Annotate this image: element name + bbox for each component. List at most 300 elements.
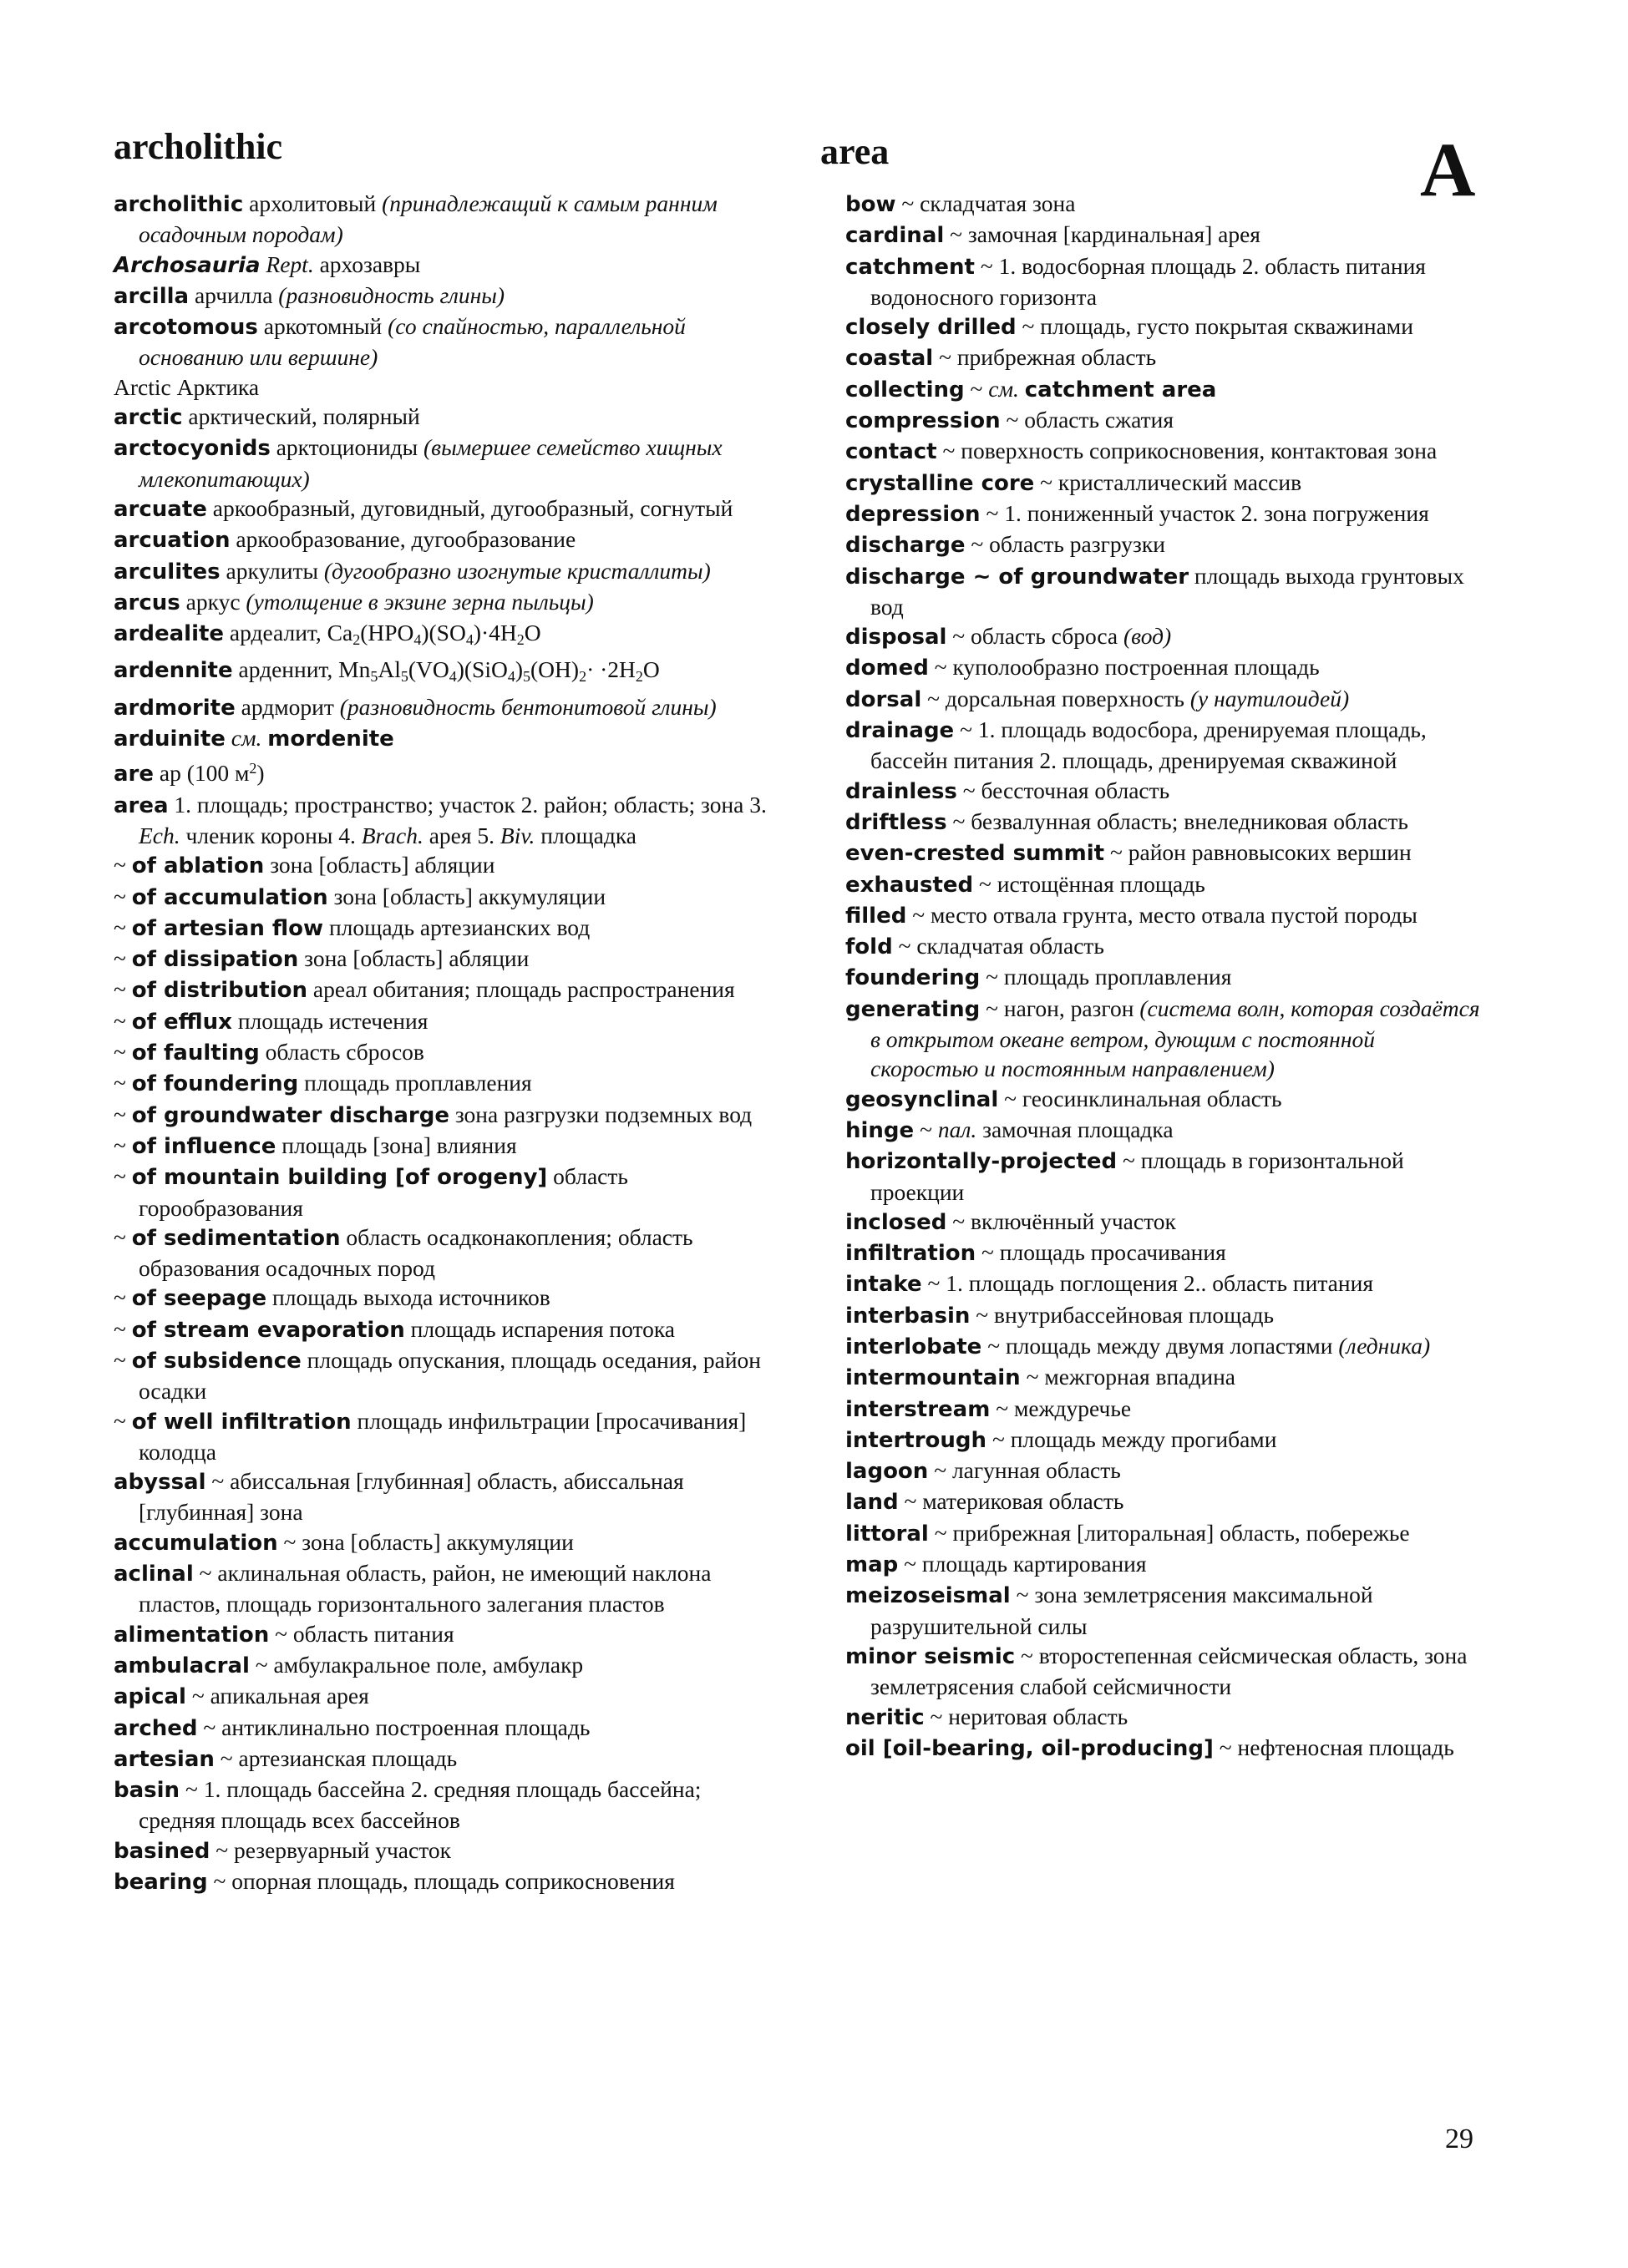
dictionary-entry <box>845 405 1480 436</box>
definition-text: архолитовый <box>243 190 383 216</box>
headword: arched <box>114 1715 198 1741</box>
headword: inclosed <box>845 1209 947 1235</box>
italic-note: см. <box>988 375 1019 402</box>
headword: arcotomous <box>114 315 258 341</box>
headword: hinge <box>845 1117 915 1143</box>
headword: archolithic <box>114 192 244 217</box>
definition-text: ~ <box>114 1284 132 1311</box>
definition-text: O <box>642 656 660 683</box>
headword: of mountain building [of orogeny] <box>131 1165 548 1191</box>
dictionary-entry <box>114 1744 770 1774</box>
dictionary-entry <box>114 494 770 524</box>
headword: ardealite <box>114 621 225 647</box>
subentry <box>114 882 770 913</box>
headword: apical <box>114 1684 186 1710</box>
definition-text: ~ <box>914 1116 938 1142</box>
dictionary-entry <box>845 1580 1480 1641</box>
dictionary-entry <box>845 1641 1480 1702</box>
definition-text: ~ <box>114 1407 132 1434</box>
definition-text: ~ бессточная область <box>956 777 1170 803</box>
headword: basined <box>114 1838 210 1864</box>
definition-text: O <box>524 620 541 646</box>
italic-note: (система волн, которая создаётся в открытом океане ветром, дующим с постоянной скоростью и постоянным направлением) <box>870 995 1480 1082</box>
subentry <box>114 1037 770 1068</box>
definition-text: площадь выхода грунтовых вод <box>870 562 1464 620</box>
definition-text: площадь проплавления <box>298 1070 532 1096</box>
headword: foundering <box>845 965 981 991</box>
definition-text: ~ 1. водосборная площадь 2. область питания водоносного горизонта <box>870 252 1426 310</box>
definition-text: ~ <box>114 1070 132 1096</box>
definition-text: ~ складчатая зона <box>895 190 1076 216</box>
dictionary-entry <box>845 311 1480 342</box>
definition-text: ардморит <box>235 693 340 720</box>
definition-text <box>1019 376 1025 402</box>
italic-note: Brach. <box>361 822 423 848</box>
dictionary-entry <box>845 1084 1480 1115</box>
definition-text: площадь истечения <box>231 1007 429 1034</box>
headword: littoral <box>845 1521 929 1547</box>
definition-text: )(SO <box>421 620 466 646</box>
headword: of groundwater discharge <box>131 1102 449 1128</box>
definition-text: ~ неритовая область <box>924 1703 1128 1729</box>
headword: of ablation <box>131 853 265 879</box>
definition-text: ~ кристаллический массив <box>1034 468 1302 495</box>
headword: of subsidence <box>131 1348 302 1374</box>
headword: dorsal <box>845 686 922 712</box>
headword: driftless <box>845 809 947 835</box>
dictionary-entry <box>114 250 770 281</box>
dictionary-entry <box>114 1713 770 1744</box>
headword: filled <box>845 903 907 929</box>
definition-text: ~ <box>114 1315 132 1342</box>
dictionary-entry <box>845 374 1480 405</box>
italic-note: (дугообразно изогнутые кристаллиты) <box>323 557 711 584</box>
dictionary-entry <box>845 561 1480 622</box>
subentry <box>114 975 770 1005</box>
dictionary-entry <box>845 807 1480 838</box>
headword: minor seismic <box>845 1643 1016 1669</box>
definition-text: аркус <box>180 588 246 615</box>
definition-text: ~ 1. площадь поглощения 2.. область питания <box>921 1270 1373 1297</box>
headword: ardennite <box>114 658 233 684</box>
headword: discharge ~ of groundwater <box>845 564 1189 590</box>
dictionary-entry <box>114 433 770 494</box>
definition-text: ~ <box>114 883 132 909</box>
italic-note: Ech. <box>139 822 180 848</box>
definition-text: ~ <box>114 1101 132 1127</box>
headword: generating <box>845 996 981 1022</box>
dictionary-entry <box>845 251 1480 312</box>
subscript: 2 <box>635 668 643 686</box>
italic-note: см. <box>231 725 262 752</box>
headword: accumulation <box>114 1530 278 1556</box>
headword: artesian <box>114 1746 215 1772</box>
headword: area <box>114 792 169 818</box>
headword: ambulacral <box>114 1653 250 1678</box>
dictionary-entry <box>114 311 770 372</box>
definition-text: область сбросов <box>259 1039 424 1066</box>
definition-text: ~ апикальная арея <box>185 1683 369 1709</box>
headword: mordenite <box>267 726 394 752</box>
headword: domed <box>845 656 929 681</box>
subentry <box>114 913 770 944</box>
headword: of accumulation <box>131 884 328 910</box>
definition-text: ~ нефтеносная площадь <box>1213 1734 1454 1760</box>
dictionary-entry <box>114 1650 770 1681</box>
definition-text: Arctic Арктика <box>114 373 260 400</box>
italic-note: (принадлежащий к самым ранним осадочным породам) <box>139 190 718 248</box>
dictionary-entry <box>845 1486 1480 1517</box>
definition-text: ~ антиклинально построенная площадь <box>197 1714 591 1740</box>
definition-text: площадь опускания, площадь оседания, район осадки <box>139 1346 762 1405</box>
definition-text: ~ артезианская площадь <box>214 1744 458 1771</box>
dictionary-entry <box>845 652 1480 683</box>
italic-note: Biv. <box>500 822 535 848</box>
left-column <box>114 189 770 1897</box>
headword: coastal <box>845 346 934 372</box>
definition-text: ~ область сброса <box>946 623 1124 650</box>
headword: of sedimentation <box>131 1225 341 1251</box>
dictionary-entry <box>845 1362 1480 1393</box>
headword: catchment <box>845 254 975 280</box>
dictionary-entry <box>845 994 1480 1084</box>
headword: lagoon <box>845 1459 929 1485</box>
definition-text: площадь испарения потока <box>404 1315 676 1342</box>
italic-note: (разновидность бентонитовой глины) <box>339 693 717 720</box>
dictionary-entry <box>114 281 770 311</box>
italic-note: (утолщение в экзине зерна пыльцы) <box>246 588 594 615</box>
definition-text: (VO <box>408 656 449 683</box>
definition-text: ~ прибрежная [литоральная] область, побережье <box>928 1519 1410 1546</box>
definition-text: область горообразования <box>139 1163 628 1221</box>
headword: of distribution <box>131 978 307 1004</box>
italic-note: (ледника) <box>1338 1332 1431 1359</box>
headword: are <box>114 762 155 787</box>
dictionary-entry <box>845 1394 1480 1425</box>
headword: of efflux <box>131 1009 232 1035</box>
dictionary-entry <box>845 1425 1480 1455</box>
headword: map <box>845 1552 899 1578</box>
italic-note: (вод) <box>1123 623 1172 650</box>
subscript: 4 <box>465 631 474 649</box>
dictionary-entry <box>114 524 770 555</box>
headword: bearing <box>114 1870 208 1896</box>
definition-text: ардеалит, Ca <box>224 620 353 646</box>
headword: cardinal <box>845 223 945 249</box>
headword: aclinal <box>114 1562 194 1587</box>
italic-note: (разновидность глины) <box>278 281 505 308</box>
dictionary-entry <box>845 499 1480 529</box>
dictionary-entry <box>845 220 1480 251</box>
definition-text: ) <box>515 656 524 683</box>
definition-text: зона [область] аккумуляции <box>327 883 606 909</box>
headword: interstream <box>845 1396 991 1422</box>
dictionary-entry <box>845 1455 1480 1486</box>
definition-text: арктоциониды <box>270 434 424 461</box>
definition-text: ~ площадь проплавления <box>980 964 1232 990</box>
headword: abyssal <box>114 1470 206 1496</box>
dictionary-entry <box>845 962 1480 993</box>
definition-text: ~ <box>964 375 989 402</box>
dictionary-entry <box>845 1207 1480 1238</box>
headword: arduinite <box>114 726 226 752</box>
italic-note: (у наутилоидей) <box>1189 685 1350 711</box>
headword: intake <box>845 1272 922 1298</box>
dictionary-entry <box>114 1681 770 1712</box>
subentry <box>114 1131 770 1162</box>
subentry <box>114 1283 770 1314</box>
definition-text: арденнит, Mn <box>232 656 371 683</box>
subentry <box>114 1006 770 1037</box>
dictionary-entry <box>845 1300 1480 1331</box>
definition-text: ~ <box>114 1131 132 1158</box>
dictionary-entry <box>845 529 1480 560</box>
definition-text: ~ межгорная впадина <box>1020 1364 1236 1390</box>
definition-text: ~ замочная [кардинальная] арея <box>944 221 1260 248</box>
definition-text: ~ <box>114 976 132 1003</box>
definition-text: ~ зона землетрясения максимальной разрушительной силы <box>870 1582 1373 1639</box>
subscript: 4 <box>507 668 515 686</box>
definition-text: аркотомный <box>257 313 388 340</box>
definition-text: ~ геосинклинальная область <box>998 1085 1282 1111</box>
dictionary-entry <box>845 931 1480 962</box>
subscript: 2 <box>352 631 361 649</box>
headword: collecting <box>845 377 965 402</box>
page-number: 29 <box>1445 2124 1473 2154</box>
definition-text: членик короны 4. <box>180 822 362 848</box>
definition-text: )·4H <box>473 620 517 646</box>
subscript: 2 <box>579 668 587 686</box>
definition-text: зона [область] абляции <box>298 945 530 972</box>
definition-text: замочная площадка <box>976 1116 1174 1142</box>
definition-text: ~ 1. площадь водосбора, дренируемая площадь, бассейн питания 2. площадь, дренируемая скважиной <box>870 716 1427 774</box>
dictionary-entry <box>845 715 1480 776</box>
definition-text: зона [область] абляции <box>264 852 495 878</box>
headword: of faulting <box>131 1040 260 1066</box>
subentry <box>114 1100 770 1131</box>
dictionary-entry <box>114 1527 770 1558</box>
definition-text: ~ площадь между двумя лопастями <box>981 1332 1339 1359</box>
italic-note: (со спайностью, параллельной основанию или вершине) <box>139 313 686 371</box>
definition-text: ~ дорсальная поверхность <box>921 685 1190 711</box>
definition-text: аркообразование, дугообразование <box>230 526 576 553</box>
definition-text: ~ амбулакральное поле, амбулакр <box>249 1651 584 1678</box>
dictionary-entry <box>114 587 770 618</box>
definition-text: зона разгрузки подземных вод <box>449 1101 753 1127</box>
dictionary-entry <box>114 655 770 691</box>
dictionary-entry <box>845 838 1480 868</box>
headword: contact <box>845 439 937 465</box>
definition-text: площадь артезианских вод <box>323 914 591 940</box>
headword: even-crested summit <box>845 841 1105 867</box>
definition-text: ~ включённый участок <box>946 1207 1176 1234</box>
headword: arculites <box>114 559 221 585</box>
headword: land <box>845 1490 899 1516</box>
definition-text: площадка <box>535 822 636 848</box>
dictionary-entry <box>845 1238 1480 1268</box>
running-head-right: area <box>820 131 890 172</box>
subentry <box>114 1345 770 1406</box>
definition-text: ~ материковая область <box>898 1488 1124 1515</box>
dictionary-entry <box>845 1146 1480 1207</box>
subscript: 5 <box>523 668 531 686</box>
dictionary-entry <box>114 723 770 754</box>
definition-text: арчилла <box>189 281 279 308</box>
dictionary-entry <box>845 776 1480 807</box>
headword: of influence <box>131 1133 276 1159</box>
italic-note: пал. <box>937 1116 977 1142</box>
headword: intermountain <box>845 1365 1021 1391</box>
dictionary-entry <box>845 468 1480 499</box>
dictionary-entry <box>114 1558 770 1619</box>
headword: Archosauria <box>114 252 261 278</box>
headword: depression <box>845 501 981 527</box>
dictionary-entry <box>845 1733 1480 1764</box>
dictionary-entry <box>114 1466 770 1527</box>
definition-text: ~ 1. площадь бассейна 2. средняя площадь бассейна; средняя площадь всех бассейнов <box>139 1776 702 1834</box>
dictionary-entry <box>114 692 770 723</box>
headword: intertrough <box>845 1427 987 1453</box>
headword: discharge <box>845 533 966 559</box>
headword: drainage <box>845 718 955 744</box>
subscript: 4 <box>449 668 457 686</box>
headword: infiltration <box>845 1241 976 1267</box>
dictionary-entry <box>114 754 770 789</box>
definition-text: ~ площадь в горизонтальной проекции <box>870 1147 1404 1205</box>
definition-text: · ·2H <box>586 656 636 683</box>
headword: of stream evaporation <box>131 1317 405 1343</box>
headword: of foundering <box>131 1071 299 1097</box>
subentry <box>114 1223 770 1283</box>
definition-text: ~ <box>114 945 132 972</box>
definition-text <box>226 725 231 751</box>
definition-text: ~ поверхность соприкосновения, контактовая зона <box>936 438 1438 464</box>
subscript: 5 <box>400 668 408 686</box>
headword: alimentation <box>114 1622 270 1648</box>
headword: crystalline core <box>845 470 1035 496</box>
headword: arcuate <box>114 496 207 522</box>
definition-text: ~ аклинальная область, район, не имеющий наклона пластов, площадь горизонтального залегания пластов <box>139 1560 712 1617</box>
definition-text: ~ <box>114 1346 132 1373</box>
headword: drainless <box>845 778 957 804</box>
definition-text: ~ складчатая область <box>892 933 1104 959</box>
dictionary-entry <box>114 1774 770 1835</box>
headword: of seepage <box>131 1286 267 1312</box>
definition-text: ~ площадь просачивания <box>976 1239 1226 1266</box>
dictionary-entry <box>845 1518 1480 1549</box>
dictionary-entry <box>114 556 770 587</box>
definition-text: ~ истощённая площадь <box>973 870 1205 897</box>
headword: disposal <box>845 625 947 651</box>
definition-text: ~ <box>114 1007 132 1034</box>
headword: neritic <box>845 1704 925 1730</box>
headword: interlobate <box>845 1334 982 1359</box>
definition-text: площадь инфильтрации [просачивания] колодца <box>139 1407 747 1465</box>
subentry <box>114 1314 770 1345</box>
dictionary-entry <box>845 621 1480 652</box>
subentry <box>114 850 770 881</box>
subentry <box>114 1406 770 1467</box>
dictionary-entry <box>114 1619 770 1650</box>
headword: oil [oil-bearing, oil-producing] <box>845 1735 1214 1761</box>
dictionary-entry <box>114 402 770 433</box>
italic-note: (вымершее семейство хищных млекопитающих) <box>139 434 723 492</box>
running-head-left: archolithic <box>114 126 283 167</box>
dictionary-entry <box>114 189 770 250</box>
definition-text: ~ междуречье <box>990 1395 1132 1421</box>
definition-text: ~ второстепенная сейсмическая область, зона землетрясения слабой сейсмичности <box>870 1642 1468 1700</box>
definition-text: ~ опорная площадь, площадь соприкосновения <box>207 1868 675 1895</box>
dictionary-entry <box>114 790 770 851</box>
definition-text: арктический, полярный <box>182 403 420 430</box>
definition-text: ) <box>256 760 265 787</box>
definition-text: архозавры <box>313 251 421 277</box>
definition-text: область осадконакопления; область образования осадочных пород <box>139 1223 693 1282</box>
dictionary-entry <box>845 1115 1480 1146</box>
definition-text: ~ 1. пониженный участок 2. зона погружения <box>980 499 1429 526</box>
definition-text: ~ площадь картирования <box>898 1551 1147 1577</box>
headword: basin <box>114 1778 180 1804</box>
definition-text: ~ <box>114 852 132 878</box>
definition-text: площадь выхода источников <box>266 1284 550 1311</box>
definition-text: )(SiO <box>456 656 508 683</box>
definition-text: ~ зона [область] аккумуляции <box>277 1528 574 1555</box>
subentry <box>114 944 770 975</box>
definition-text: Al <box>378 656 401 683</box>
definition-text: ~ куполообразно построенная площадь <box>928 654 1320 681</box>
headword: exhausted <box>845 872 974 898</box>
definition-text: ~ площадь, густо покрытая скважинами <box>1016 313 1413 340</box>
section-letter: A <box>1420 127 1476 212</box>
definition-text: ~ резервуарный участок <box>210 1836 451 1863</box>
headword: of artesian flow <box>131 915 324 941</box>
headword: arcuation <box>114 528 231 554</box>
definition-text: (HPO <box>360 620 414 646</box>
dictionary-entry <box>845 342 1480 373</box>
definition-text: аркулиты <box>220 557 324 584</box>
dictionary-entry <box>845 1702 1480 1733</box>
definition-text: 1. площадь; пространство; участок 2. район; область; зона 3. <box>168 791 767 818</box>
superscript: 2 <box>249 760 257 777</box>
dictionary-entry <box>845 436 1480 467</box>
definition-text: ~ область сжатия <box>1000 407 1174 433</box>
definition-text: ар (100 м <box>154 760 250 787</box>
definition-text: ~ область разгрузки <box>965 531 1165 558</box>
headword: arcus <box>114 590 180 615</box>
headword: geosynclinal <box>845 1086 999 1112</box>
dictionary-entry <box>845 1549 1480 1580</box>
definition-text: ~ безвалунная область; внеледниковая область <box>946 807 1408 834</box>
definition-text: ~ <box>114 1039 132 1066</box>
definition-text: ~ лагунная область <box>928 1457 1121 1484</box>
headword: horizontally-projected <box>845 1149 1118 1175</box>
definition-text: ~ <box>114 914 132 940</box>
dictionary-entry <box>114 618 770 655</box>
headword: bow <box>845 192 896 217</box>
definition-text: ~ внутрибассейновая площадь <box>970 1301 1275 1328</box>
subentry <box>114 1068 770 1099</box>
dictionary-entry <box>114 372 770 402</box>
definition-text: ареал обитания; площадь распространения <box>307 976 735 1003</box>
dictionary-entry <box>114 1866 770 1897</box>
dictionary-entry <box>114 1835 770 1866</box>
headword: catchment area <box>1024 377 1217 402</box>
headword: arctocyonids <box>114 436 271 462</box>
headword: of well infiltration <box>131 1409 352 1435</box>
definition-text: аркообразный, дуговидный, дугообразный, согнутый <box>206 494 733 521</box>
headword: compression <box>845 408 1001 434</box>
headword: meizoseismal <box>845 1583 1011 1609</box>
